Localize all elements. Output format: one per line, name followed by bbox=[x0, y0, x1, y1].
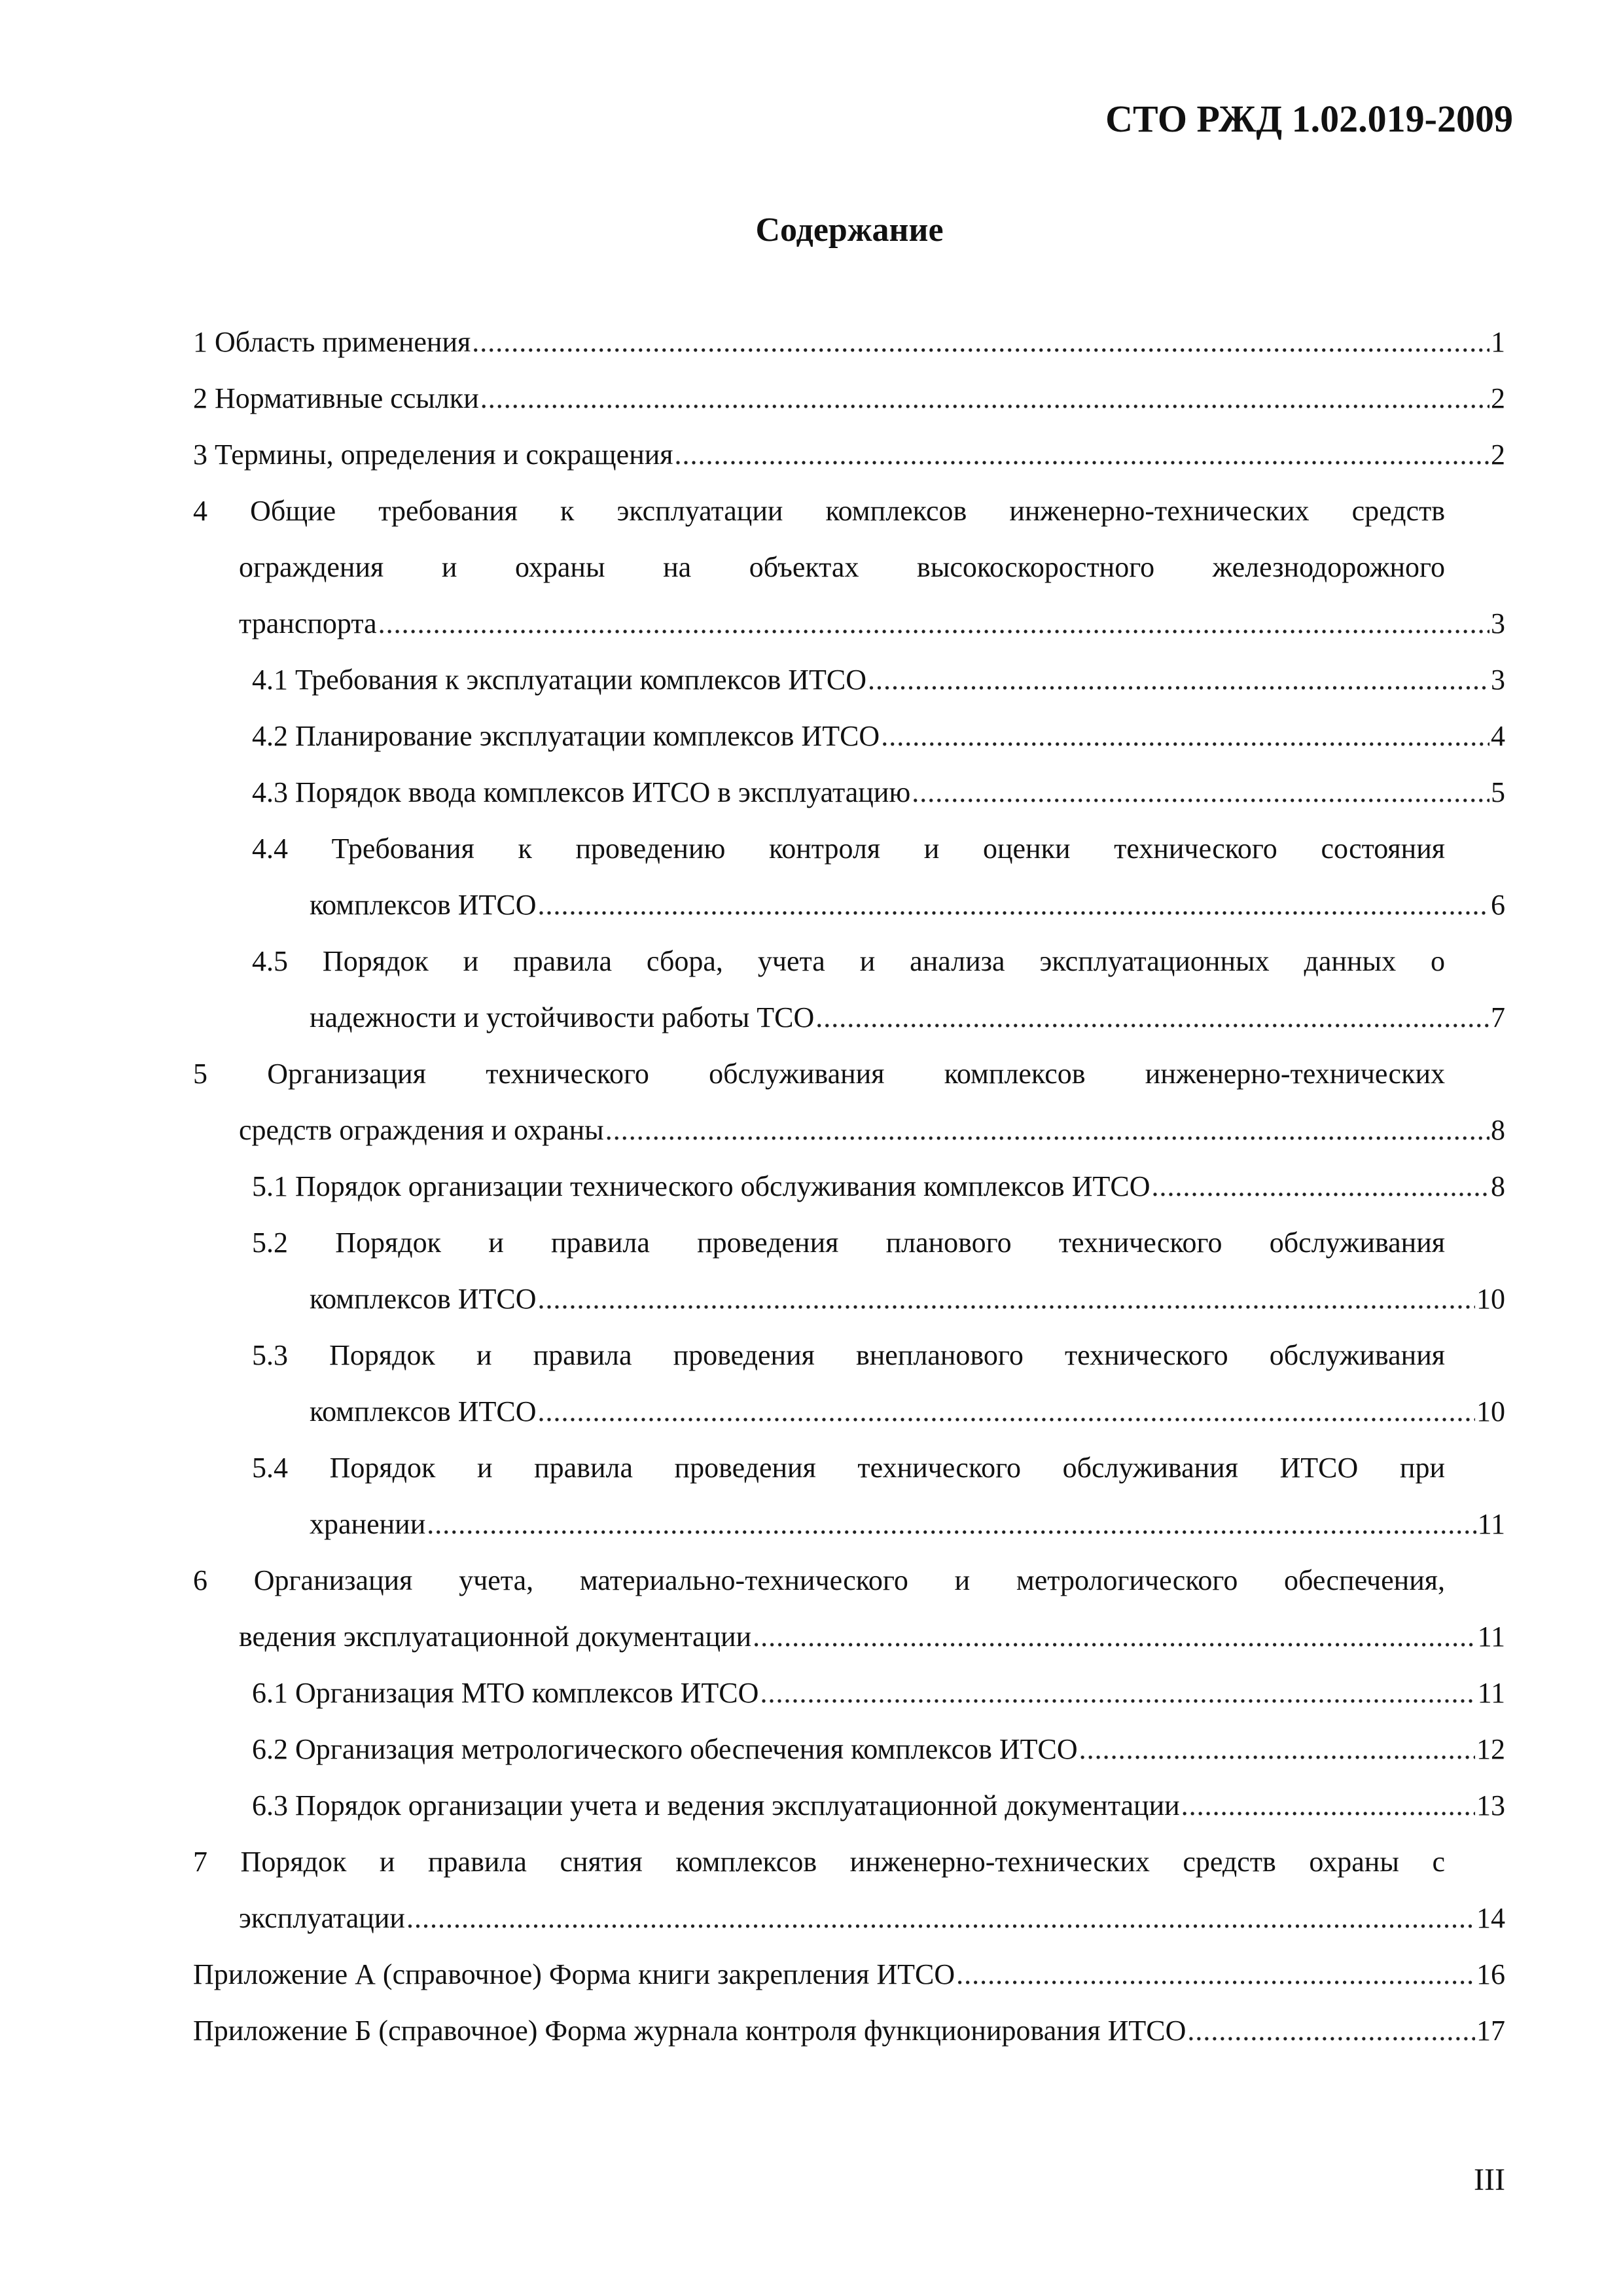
toc-entry-leader-line bbox=[252, 990, 1505, 1046]
toc-page-number: 10 bbox=[1476, 1395, 1505, 1427]
toc-entry bbox=[193, 314, 1505, 370]
toc-entry-leader-line bbox=[252, 1158, 1505, 1215]
dot-leader bbox=[538, 877, 1489, 933]
toc-page-number: 16 bbox=[1476, 1958, 1505, 1990]
toc-entry bbox=[193, 1440, 1505, 1552]
toc-entry bbox=[193, 1721, 1505, 1778]
toc-page-number: 5 bbox=[1491, 776, 1505, 808]
dot-leader bbox=[480, 370, 1489, 427]
toc-entry-text-line: 4 Общие требования к эксплуатации комплексов инженерно-технических средств bbox=[193, 495, 1445, 527]
toc-entry-title: 6.3 Порядок организации учета и ведения эксплуатационной документации bbox=[252, 1789, 1180, 1821]
dot-leader bbox=[815, 990, 1489, 1046]
table-of-contents bbox=[193, 314, 1505, 2059]
toc-entry-title: комплексов ИТСО bbox=[310, 889, 537, 921]
toc-entry-title: ведения эксплуатационной документации bbox=[239, 1621, 752, 1653]
page-number: III bbox=[1474, 2162, 1505, 2197]
toc-entry-text-line: 5.2 Порядок и правила проведения планового технического обслуживания bbox=[252, 1227, 1445, 1259]
dot-leader bbox=[1181, 1778, 1475, 1834]
toc-entry-title: эксплуатации bbox=[239, 1902, 405, 1934]
toc-entry-title: Приложение А (справочное) Форма книги закрепления ИТСО bbox=[193, 1958, 955, 1990]
toc-page-number: 11 bbox=[1477, 1677, 1505, 1709]
page-title: Содержание bbox=[755, 211, 944, 249]
toc-entry-title: 3 Термины, определения и сокращения bbox=[193, 439, 673, 471]
toc-entry-title: 2 Нормативные ссылки bbox=[193, 382, 479, 414]
toc-entry-title: 5.1 Порядок организации технического обслуживания комплексов ИТСО bbox=[252, 1170, 1150, 1202]
dot-leader bbox=[472, 314, 1489, 370]
dot-leader bbox=[538, 1384, 1475, 1440]
toc-page-number: 10 bbox=[1476, 1283, 1505, 1315]
toc-page-number: 17 bbox=[1476, 2015, 1505, 2047]
toc-entry-leader-line bbox=[193, 1102, 1505, 1158]
document-code: СТО РЖД 1.02.019-2009 bbox=[1105, 98, 1513, 140]
dot-leader bbox=[956, 1946, 1475, 2003]
toc-entry-title: транспорта bbox=[239, 607, 377, 639]
toc-entry-title: средств ограждения и охраны bbox=[239, 1114, 604, 1146]
toc-page-number: 2 bbox=[1491, 439, 1505, 471]
toc-entry-text-line: 4.4 Требования к проведению контроля и оценки технического состояния bbox=[252, 833, 1445, 865]
toc-entry-leader-line bbox=[252, 1721, 1505, 1778]
toc-entry-title: 6.2 Организация метрологического обеспечения комплексов ИТСО bbox=[252, 1733, 1078, 1765]
toc-entry-title: хранении bbox=[310, 1508, 426, 1540]
toc-page-number: 11 bbox=[1477, 1508, 1505, 1540]
toc-entry-title: комплексов ИТСО bbox=[310, 1395, 537, 1427]
dot-leader bbox=[1187, 2003, 1475, 2059]
toc-entry-leader-line bbox=[252, 1665, 1505, 1721]
dot-leader bbox=[881, 708, 1489, 764]
dot-leader bbox=[427, 1496, 1476, 1552]
toc-page-number: 11 bbox=[1477, 1621, 1505, 1653]
toc-entry-text-line: 4.5 Порядок и правила сбора, учета и анализа эксплуатационных данных о bbox=[252, 945, 1445, 977]
toc-entry-leader-line bbox=[252, 877, 1505, 933]
toc-page-number: 13 bbox=[1476, 1789, 1505, 1821]
dot-leader bbox=[753, 1609, 1476, 1665]
toc-page-number: 7 bbox=[1491, 1001, 1505, 1033]
toc-entry-text-line: 6 Организация учета, материально-технического и метрологического обеспечения, bbox=[193, 1564, 1445, 1596]
toc-entry bbox=[193, 1327, 1505, 1440]
dot-leader bbox=[912, 764, 1489, 821]
toc-entry-leader-line bbox=[252, 1384, 1505, 1440]
toc-entry bbox=[193, 1665, 1505, 1721]
dot-leader bbox=[1152, 1158, 1490, 1215]
toc-entry bbox=[193, 652, 1505, 708]
toc-entry bbox=[193, 1046, 1505, 1158]
toc-entry-leader-line bbox=[193, 427, 1505, 483]
toc-entry bbox=[193, 2003, 1505, 2059]
toc-page-number: 4 bbox=[1491, 720, 1505, 752]
toc-entry-leader-line bbox=[252, 708, 1505, 764]
dot-leader bbox=[378, 596, 1489, 652]
toc-entry-leader-line bbox=[193, 314, 1505, 370]
toc-entry bbox=[193, 370, 1505, 427]
toc-entry-title: комплексов ИТСО bbox=[310, 1283, 537, 1315]
toc-entry-text-line: 7 Порядок и правила снятия комплексов инженерно-технических средств охраны с bbox=[193, 1846, 1445, 1878]
toc-entry-leader-line bbox=[252, 1496, 1505, 1552]
toc-page-number: 12 bbox=[1476, 1733, 1505, 1765]
toc-entry-title: Приложение Б (справочное) Форма журнала контроля функционирования ИТСО bbox=[193, 2015, 1186, 2047]
toc-page-number: 8 bbox=[1491, 1170, 1505, 1202]
dot-leader bbox=[760, 1665, 1476, 1721]
toc-entry-text-line: 5.3 Порядок и правила проведения внепланового технического обслуживания bbox=[252, 1339, 1445, 1371]
toc-entry-title: 1 Область применения bbox=[193, 326, 471, 358]
toc-entry-title: 4.2 Планирование эксплуатации комплексов ИТСО bbox=[252, 720, 880, 752]
toc-entry-text-line: 5.4 Порядок и правила проведения технического обслуживания ИТСО при bbox=[252, 1452, 1445, 1484]
toc-entry-title: надежности и устойчивости работы ТСО bbox=[310, 1001, 815, 1033]
toc-page-number: 3 bbox=[1491, 607, 1505, 639]
toc-page-number: 14 bbox=[1476, 1902, 1505, 1934]
toc-entry bbox=[193, 1946, 1505, 2003]
toc-entry bbox=[193, 1215, 1505, 1327]
toc-entry bbox=[193, 483, 1505, 652]
toc-entry bbox=[193, 1778, 1505, 1834]
toc-entry bbox=[193, 933, 1505, 1046]
toc-entry bbox=[193, 764, 1505, 821]
toc-entry bbox=[193, 427, 1505, 483]
toc-entry-leader-line bbox=[252, 1271, 1505, 1327]
toc-entry-leader-line bbox=[193, 2003, 1505, 2059]
dot-leader bbox=[605, 1102, 1489, 1158]
toc-entry bbox=[193, 1158, 1505, 1215]
toc-page-number: 2 bbox=[1491, 382, 1505, 414]
toc-entry-title: 6.1 Организация МТО комплексов ИТСО bbox=[252, 1677, 759, 1709]
toc-entry-leader-line bbox=[252, 764, 1505, 821]
toc-entry bbox=[193, 708, 1505, 764]
toc-entry-leader-line bbox=[252, 1778, 1505, 1834]
dot-leader bbox=[868, 652, 1489, 708]
dot-leader bbox=[1079, 1721, 1475, 1778]
toc-entry-leader-line bbox=[252, 652, 1505, 708]
toc-page-number: 8 bbox=[1491, 1114, 1505, 1146]
toc-entry-title: 4.3 Порядок ввода комплексов ИТСО в эксплуатацию bbox=[252, 776, 911, 808]
toc-entry-leader-line bbox=[193, 1946, 1505, 2003]
dot-leader bbox=[538, 1271, 1475, 1327]
toc-entry-leader-line bbox=[193, 1609, 1505, 1665]
toc-page-number: 1 bbox=[1491, 326, 1505, 358]
toc-entry bbox=[193, 821, 1505, 933]
toc-entry-text-line: 5 Организация технического обслуживания комплексов инженерно-технических bbox=[193, 1058, 1445, 1090]
toc-page-number: 6 bbox=[1491, 889, 1505, 921]
toc-entry bbox=[193, 1834, 1505, 1946]
dot-leader bbox=[675, 427, 1489, 483]
toc-entry-text-line: ограждения и охраны на объектах высокоскоростного железнодорожного bbox=[239, 551, 1445, 583]
toc-entry bbox=[193, 1552, 1505, 1665]
toc-entry-leader-line bbox=[193, 1890, 1505, 1946]
toc-entry-leader-line bbox=[193, 370, 1505, 427]
dot-leader bbox=[406, 1890, 1475, 1946]
toc-entry-title: 4.1 Требования к эксплуатации комплексов ИТСО bbox=[252, 664, 867, 696]
toc-entry-leader-line bbox=[193, 596, 1505, 652]
toc-page-number: 3 bbox=[1491, 664, 1505, 696]
